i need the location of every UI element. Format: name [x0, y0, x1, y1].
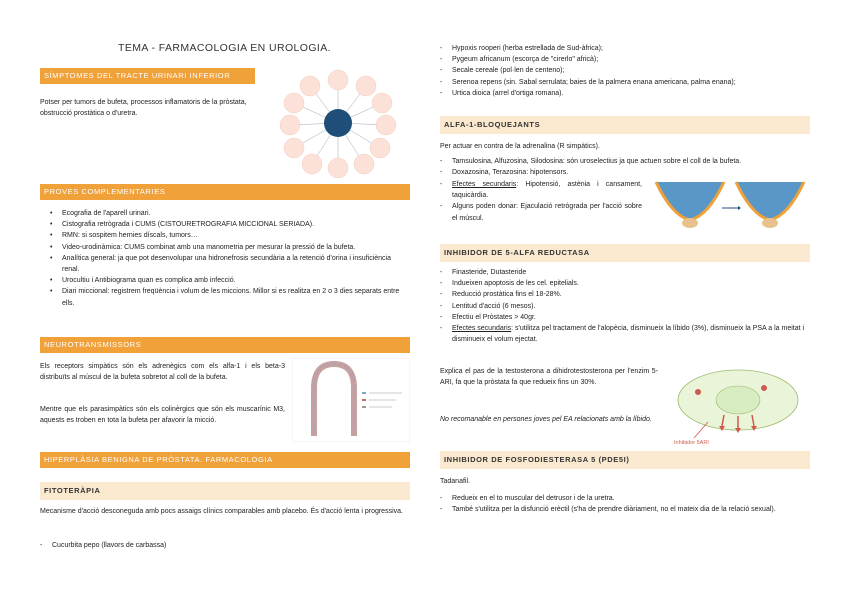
page-title: TEMA - FARMACOLOGIA EN UROLOGIA.	[118, 42, 331, 54]
side-effects-label: Efectes secundaris	[452, 181, 517, 188]
list-item: • Ecografia de l'aparell urinari.	[50, 208, 410, 219]
list-item: - Finasteride, Dutasteride	[440, 267, 812, 278]
list-item: • RMN: si sospitem hernies díscals, tumors…	[50, 230, 410, 241]
pde-intro: Tadanafil.	[440, 478, 470, 485]
list-item: - Reducció prostàtica fins el 18-28%.	[440, 289, 812, 300]
list-item	[440, 179, 642, 201]
list-item: - Redueix en el to muscular del detrusor i de la uretra.	[440, 493, 812, 504]
5ari-note: No recomanable en persones joves pel EA relacionats amb la líbido.	[440, 416, 652, 423]
symptoms-text: Potser per tumors de bufeta, processos inflamatoris de la pròstata, obstrucció prostàtica o d'uretra.	[40, 99, 247, 118]
list-item: - Doxazosina, Terazosina: hipotensors.	[440, 167, 812, 178]
side-effects-label: Efectes secundaris	[452, 325, 512, 333]
alpha-blocker-diagram	[652, 176, 812, 238]
header-alpha-blockers: ALFA-1-BLOQUEJANTS	[440, 116, 810, 134]
phyto-list	[40, 540, 410, 551]
tests-list	[40, 208, 410, 309]
list-item: - Hypoxis rooperi (herba estrellada de Sud-àfrica);	[440, 43, 810, 54]
header-pde5i: INHIBIDOR DE FOSFODIESTERASA 5 (PDE5I)	[440, 451, 810, 469]
list-item: - Serenoa repens (sin. Sabal serrulata; baies de la palmera enana americana, palma enana);	[440, 77, 810, 88]
list-item: • Diari miccional: registrem freqüència i volum de les miccions. Millor si es realitza en 2 o 3 dies separats entre ells.	[50, 286, 410, 308]
list-item: - Alguns poden donar: Ejaculació retrògrada per l'acció sobre el múscul.	[440, 201, 642, 223]
list-item: - Tamsulosina, Alfuzosina, Silodosina: són uroselectius ja que actuen sobre el coll de la bufeta.	[440, 156, 812, 167]
side-effects-text: : s'utilitza pel tractament de l'alopècia, disminueix la líbido (3%), disminueix la PSA a la meitat i disminueix el volum ejectat.	[452, 325, 805, 344]
list-item: - Efectiu el Pròstates > 40gr.	[440, 312, 812, 323]
list-item: • Cistografia retrògrada i CUMS (CISTOURETROGRAFIA MICCIONAL SERIADA).	[50, 219, 410, 230]
phyto-text: Mecanisme d'acció desconeguda amb pocs assaigs clínics comparables amb placebo. És d'acció lenta i progressiva.	[40, 508, 403, 515]
list-item: • Urocultiu i Antibiograma quan es complica amb infecció.	[50, 275, 410, 286]
list-item: - Cucurbita pepo (llavors de carbassa)	[40, 540, 410, 551]
list-item: - També s'utilitza per la disfunció erèctil (s'ha de prendre diàriament, no el mateix dia de la relació sexual).	[440, 504, 812, 515]
alpha-intro: Per actuar en contra de la adrenalina (R simpàtics).	[440, 143, 600, 150]
header-5ari: INHIBIDOR DE 5-ALFA REDUCTASA	[440, 244, 810, 262]
header-symptoms: SÍMPTOMES DEL TRACTE URINARI INFERIOR	[40, 68, 255, 84]
5ari-list	[440, 267, 812, 345]
list-item: - Indueixen apoptosis de les cel. epitelials.	[440, 278, 812, 289]
neuro-text-2: Mentre que els parasimpàtics són els colinèrgics que són els muscarínic M3, aquests es troben en tota la bufeta per afavorir la micció.	[40, 406, 285, 425]
5ari-explain: Explica el pas de la testosterona a dihidrotestosterona per l'enzim 5-ARI, fa que la pròstata fa que redueix fins un 30%.	[440, 368, 658, 387]
header-phytotherapy: FITOTERÀPIA	[40, 482, 410, 500]
list-item	[440, 323, 812, 345]
header-neurotransmitters: NEUROTRANSMISSORS	[40, 337, 410, 353]
alpha-list-bottom	[440, 179, 642, 224]
list-item: • Analítica general: ja que pot desenvolupar una hidronefrosis secundària a la retenció d'orina i insuficiència renal.	[50, 253, 410, 275]
header-tests: PROVES COMPLEMENTARIES	[40, 184, 410, 200]
pde-list	[440, 493, 812, 515]
list-item: • Video-urodinàmica: CUMS combinat amb una manometria per mesurar la pressió de la bufeta.	[50, 242, 410, 253]
header-bph: HIPERPLÀSIA BENIGNA DE PRÒSTATA. FARMACOLOGIA	[40, 452, 410, 468]
phyto-plants-list	[440, 43, 810, 99]
list-item: - Urtica dioica (arrel d'ortiga romana).	[440, 88, 810, 99]
side-effects-text: : Hipotensió, astènia i cansament, taquicàrdia.	[452, 181, 642, 200]
bladder-receptors-diagram	[292, 358, 410, 442]
neuro-text-1: Els receptors simpàtics són els adrenègics com els alfa-1 i els beta-3 distribuïts al múscul de la bufeta sobretot al coll de la bufeta.	[40, 363, 285, 382]
list-item: - Pygeum africanum (escorça de "cirerlo" africà);	[440, 54, 810, 65]
list-item: - Secale cereale (pol·len de centeno);	[440, 65, 810, 76]
diagram-label: Inhibidor 5ARI	[674, 440, 709, 446]
list-item: - Lentitud d'acció (6 mesos).	[440, 301, 812, 312]
5ari-mechanism-diagram	[664, 360, 812, 446]
symptoms-wheel-diagram	[270, 68, 410, 178]
